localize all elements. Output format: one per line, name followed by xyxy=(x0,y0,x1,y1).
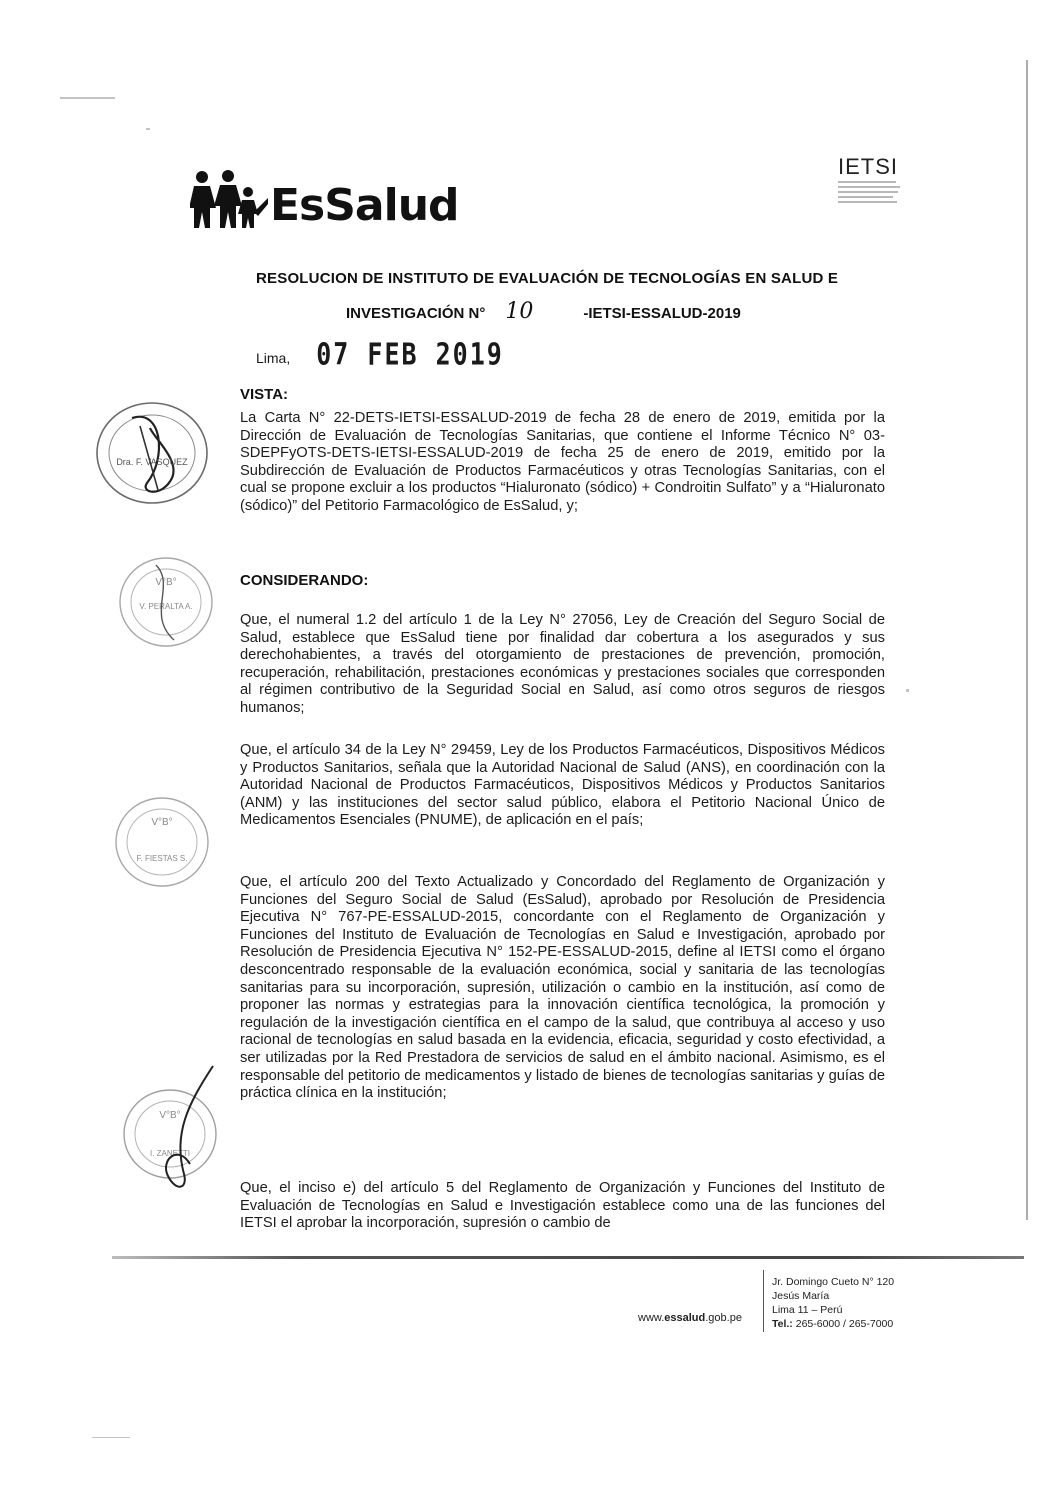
signature-seal-1 xyxy=(92,398,212,508)
date-stamp: 07 FEB 2019 xyxy=(316,337,504,372)
seal-4-name: I. ZANETTI xyxy=(150,1149,190,1158)
approval-seal-2 xyxy=(116,555,216,650)
handwritten-resolution-number: 10 xyxy=(505,299,534,324)
essalud-logo xyxy=(190,168,459,230)
approval-seal-4 xyxy=(118,1064,228,1194)
considerando-paragraph-2: Que, el artículo 34 de la Ley N° 29459, Ley de los Productos Farmacéuticos, Dispositivos Médicos y Productos Sanitarios, señala que la Autoridad Nacional de Salud (ANS), en coordinación con la Autoridad Nacional de Productos Farmacéuticos, Dispositivos Médicos y Productos Sanitarios (ANM) y las instituciones del sector salud público, elabora el Petitorio Nacional Único de Medicamentos Esenciales (PNUME), de aplicación en el país; xyxy=(240,742,885,829)
scan-speck xyxy=(146,128,150,130)
footer-address xyxy=(772,1275,894,1331)
title-number-prefix: INVESTIGACIÓN N° xyxy=(346,305,486,322)
scan-speck xyxy=(906,689,909,692)
seal-3-name: F. FIESTAS S. xyxy=(136,854,188,863)
title-number-suffix: -IETSI-ESSALUD-2019 xyxy=(583,305,741,322)
place-label: Lima, xyxy=(256,350,291,366)
scan-speck xyxy=(92,1437,130,1438)
footer-separator xyxy=(763,1270,764,1332)
website-suffix: .gob.pe xyxy=(705,1312,742,1324)
seal-2-name: V. PERALTA A. xyxy=(139,602,193,611)
seal-1-label: Dra. F. VASQUEZ xyxy=(116,457,188,467)
title-line-1: RESOLUCION DE INSTITUTO DE EVALUACIÓN DE TECNOLOGÍAS EN SALUD E xyxy=(256,270,839,287)
website-domain: essalud xyxy=(664,1312,706,1324)
footer-rule xyxy=(112,1256,1024,1259)
ietsi-badge xyxy=(838,156,908,206)
logo-wordmark: EsSalud xyxy=(270,180,459,231)
considerando-paragraph-1: Que, el numeral 1.2 del artículo 1 de la Ley N° 27056, Ley de Creación del Seguro Social de Salud, establece que EsSalud tiene por finalidad dar cobertura a los asegurados y sus derechohabientes, a través del otorgamiento de prestaciones de prevención, promoción, recuperación, rehabilitación, prestaciones económicas y prestaciones sociales que corresponden al régimen contributivo de la Seguridad Social en Salud, así como otros seguros de riesgos humanos; xyxy=(240,612,885,716)
phone-label: Tel.: xyxy=(772,1318,793,1330)
ietsi-label: IETSI xyxy=(838,154,899,179)
scan-edge-line xyxy=(1026,60,1028,1220)
approval-seal-3 xyxy=(112,795,212,890)
footer-website xyxy=(638,1312,742,1324)
address-line-3: Lima 11 – Perú xyxy=(772,1304,843,1316)
scan-speck xyxy=(60,97,115,99)
vista-heading: VISTA: xyxy=(240,386,289,403)
family-figures-icon xyxy=(190,168,268,230)
date-row xyxy=(256,337,504,372)
vista-paragraph: La Carta N° 22-DETS-IETSI-ESSALUD-2019 de fecha 28 de enero de 2019, emitida por la Dirección de Evaluación de Tecnologías Sanitarias, que contiene el Informe Técnico N° 03-SDEPFyOTS-DETS-IETSI-ESSALUD-2019 de fecha 25 de enero de 2019, emitido por la Subdirección de Evaluación de Productos Farmacéuticos y otras Tecnologías Sanitarias, con el cual se propone excluir a los productos “Hialuronato (sódico) + Condroitin Sulfato” y a “Hialuronato (sódico)” del Petitorio Farmacológico de EsSalud, y; xyxy=(240,410,885,514)
considerando-heading: CONSIDERANDO: xyxy=(240,572,369,589)
website-prefix: www. xyxy=(638,1312,665,1324)
phone-value: 265-6000 / 265-7000 xyxy=(792,1318,894,1330)
resolution-title xyxy=(256,262,896,330)
seal-2-vobo: V°B° xyxy=(155,577,177,588)
seal-3-vobo: V°B° xyxy=(151,817,173,828)
seal-4-vobo: V°B° xyxy=(159,1110,181,1121)
title-line-2 xyxy=(346,295,896,330)
address-line-1: Jr. Domingo Cueto N° 120 xyxy=(772,1276,895,1288)
address-line-2: Jesús María xyxy=(772,1290,830,1302)
phone-line xyxy=(772,1317,894,1331)
ietsi-subtext-lines xyxy=(838,181,908,203)
considerando-paragraph-4: Que, el inciso e) del artículo 5 del Reglamento de Organización y Funciones del Instituto de Evaluación de Tecnologías en Salud e Investigación establece como una de las funciones del IETSI el aprobar la incorporación, supresión o cambio de xyxy=(240,1180,885,1232)
considerando-paragraph-3: Que, el artículo 200 del Texto Actualizado y Concordado del Reglamento de Organización y Funciones del Seguro Social de Salud (EsSalud), aprobado por Resolución de Presidencia Ejecutiva N° 767-PE-ESSALUD-2015, concordante con el Reglamento de Organización y Funciones del Instituto de Evaluación de Tecnologías en Salud e Investigación, aprobado por Resolución de Presidencia Ejecutiva N° 152-PE-ESSALUD-2015, define al IETSI como el órgano desconcentrado responsable de la evaluación económica, social y sanitaria de las tecnologías sanitarias para su incorporación, supresión, utilización o cambio en la institución, así como de proponer las normas y estrategias para la innovación científica tecnológica, la promoción y regulación de la investigación científica en el campo de la salud, que contribuya al acceso y uso racional de tecnologías en salud basada en la evidencia, eficacia, seguridad y costo efectividad, a ser utilizadas por la Red Prestadora de servicios de salud en el ámbito nacional. Asimismo, es el responsable del petitorio de medicamentos y listado de bienes de tecnologías sanitarias y guías de práctica clínica en la institución; xyxy=(240,874,885,1102)
